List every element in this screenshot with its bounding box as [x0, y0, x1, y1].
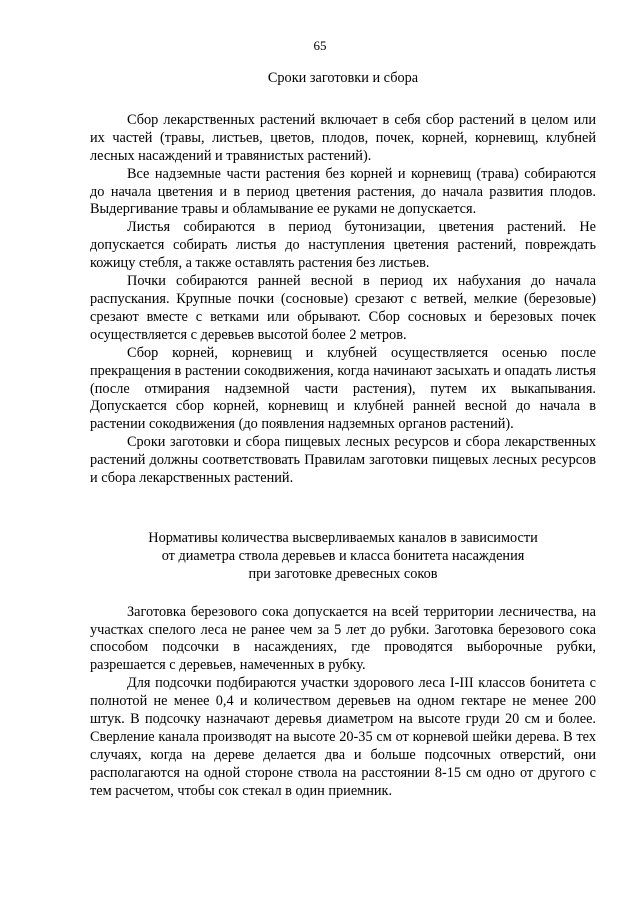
paragraph: Сбор корней, корневищ и клубней осуществляется осенью после прекращения в растении сокодвижения, когда начинают засыхать и опадать листья (после отмирания надземной части растения), путем их выкапывания. Допускается сбор корней, корневищ и клубней ранней весной до начала в растении сокодвижения (до появления надземных органов растений). — [90, 344, 596, 433]
paragraph: Все надземные части растения без корней и корневищ (трава) собираются до начала цветения и в период цветения растения, до начала развития плодов. Выдергивание травы и обламывание ее руками не допускается. — [90, 165, 596, 218]
section-title-sap-norms — [90, 530, 596, 584]
paragraph: Заготовка березового сока допускается на всей территории лесничества, на участках спелого леса не ранее чем за 5 лет до рубки. Заготовка березового сока способом подсочки в насаждениях, где проводятся выборочные рубки, разрешается с деревьев, намеченных в рубку. — [90, 603, 596, 674]
section-spacer — [90, 488, 596, 530]
paragraph: Сбор лекарственных растений включает в себя сбор растений в целом или их частей (травы, листьев, цветов, плодов, почек, корней, корневищ, клубней лесных насаждений и травянистых растений). — [90, 111, 596, 164]
paragraph: Листья собираются в период бутонизации, цветения растений. Не допускается собирать листья до наступления цветения растений, повреждать кожицу стебля, а также оставлять растения без листьев. — [90, 219, 596, 272]
section-title-line: от диаметра ствола деревьев и класса бонитета насаждения — [161, 547, 525, 564]
paragraph: Сроки заготовки и сбора пищевых лесных ресурсов и сбора лекарственных растений должны соответствовать Правилам заготовки пищевых лесных ресурсов и сбора лекарственных растений. — [90, 434, 596, 487]
paragraph: Почки собираются ранней весной в период их набухания до начала распускания. Крупные почки (сосновые) срезают с ветвей, мелкие (березовые) срезают вместе с ветками или обрывают. Сбор сосновых и березовых почек осуществляется с деревьев высотой более 2 метров. — [90, 273, 596, 343]
section-title-line: Нормативы количества высверливаемых каналов в зависимости — [148, 529, 538, 546]
page-number: 65 — [313, 38, 327, 53]
section-title-line: при заготовке древесных соков — [248, 565, 438, 582]
paragraph: Для подсочки подбираются участки здорового леса I-III классов бонитета с полнотой не менее 0,4 и количеством деревьев на одном гектаре не менее 200 штук. В подсочку назначают деревья диаметром на высоте груди 20 см и более. Сверление канала производят на высоте 20-35 см от корневой шейки дерева. В тех случаях, когда на дереве делается два и больше подсочных отверстий, они располагаются на одной стороне ствола на расстоянии 8-15 см одно от другого с тем расчетом, чтобы сок стекал в один приемник. — [90, 675, 596, 799]
section-title-harvest-timing: Сроки заготовки и сбора — [267, 70, 419, 86]
page-content — [90, 70, 596, 801]
